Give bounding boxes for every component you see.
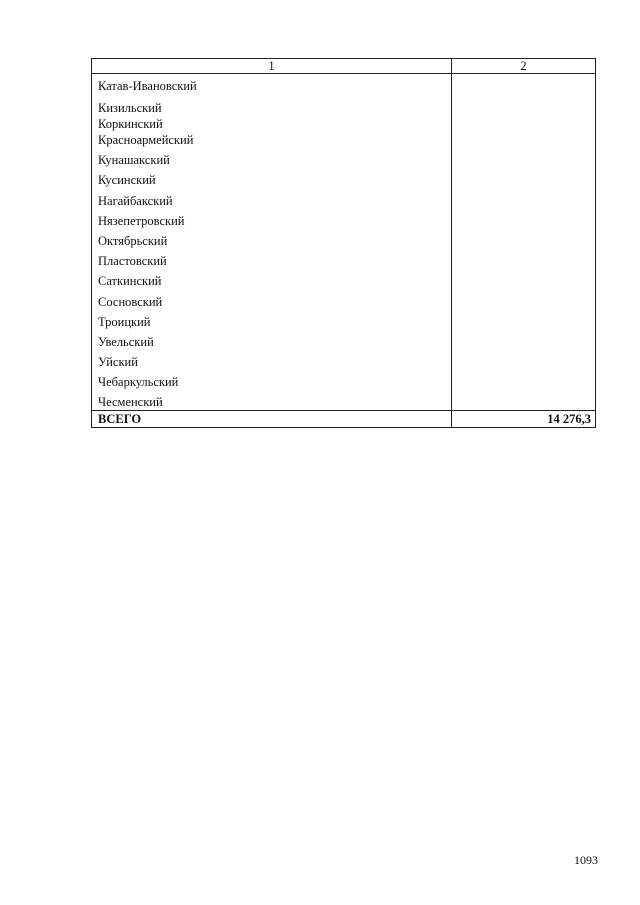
district-value — [452, 148, 596, 168]
table-row — [92, 390, 596, 411]
district-name: Сосновский — [92, 289, 452, 309]
district-name: Уйский — [92, 350, 452, 370]
column-header-2: 2 — [452, 59, 596, 74]
district-name: Кусинский — [92, 168, 452, 188]
district-name: Увельский — [92, 330, 452, 350]
district-name: Чесменский — [92, 390, 452, 411]
table-row — [92, 209, 596, 229]
district-name: Троицкий — [92, 310, 452, 330]
district-name: Саткинский — [92, 269, 452, 289]
district-value — [452, 116, 596, 132]
table-row — [92, 116, 596, 132]
district-name: Нагайбакский — [92, 188, 452, 208]
page-number: 1093 — [574, 853, 598, 867]
district-value — [452, 209, 596, 229]
table-row — [92, 229, 596, 249]
total-value: 14 276,3 — [452, 411, 596, 428]
district-name: Пластовский — [92, 249, 452, 269]
district-value — [452, 188, 596, 208]
table-row — [92, 350, 596, 370]
district-name: Красноармейский — [92, 132, 452, 148]
total-row — [92, 411, 596, 428]
district-value — [452, 330, 596, 350]
table-row — [92, 148, 596, 168]
district-value — [452, 390, 596, 411]
table-row — [92, 310, 596, 330]
district-value — [452, 269, 596, 289]
district-value — [452, 249, 596, 269]
district-value — [452, 74, 596, 101]
table-row — [92, 370, 596, 390]
table-row — [92, 269, 596, 289]
table-row — [92, 168, 596, 188]
district-value — [452, 370, 596, 390]
district-value — [452, 132, 596, 148]
column-header-1: 1 — [92, 59, 452, 74]
district-name: Октябрьский — [92, 229, 452, 249]
district-value — [452, 168, 596, 188]
table-row — [92, 132, 596, 148]
total-label: ВСЕГО — [92, 411, 452, 428]
districts-table — [91, 58, 596, 428]
district-name: Кунашакский — [92, 148, 452, 168]
table-header-row — [92, 59, 596, 74]
table-row — [92, 100, 596, 116]
district-name: Коркинский — [92, 116, 452, 132]
district-name: Чебаркульский — [92, 370, 452, 390]
district-value — [452, 100, 596, 116]
table-row — [92, 289, 596, 309]
table-row — [92, 188, 596, 208]
table-row — [92, 249, 596, 269]
district-name: Кизильский — [92, 100, 452, 116]
table-row — [92, 74, 596, 101]
district-value — [452, 229, 596, 249]
district-name: Нязепетровский — [92, 209, 452, 229]
district-value — [452, 310, 596, 330]
district-value — [452, 350, 596, 370]
table-row — [92, 330, 596, 350]
district-value — [452, 289, 596, 309]
district-name: Катав-Ивановский — [92, 74, 452, 101]
